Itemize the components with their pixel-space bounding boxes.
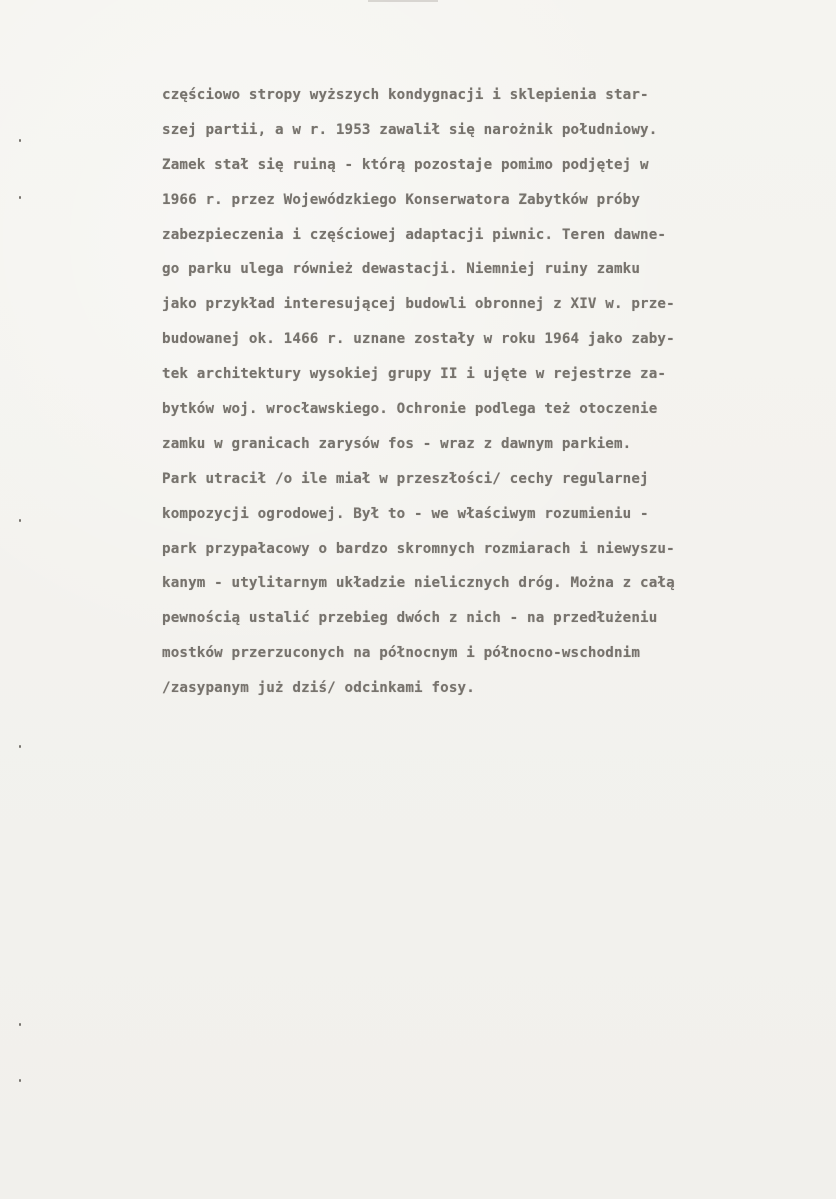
text-line: zamku w granicach zarysów fos - wraz z dawnym parkiem. [162,435,632,452]
typed-text-body [162,78,802,706]
text-line: Zamek stał się ruiną - którą pozostaje pomimo podjętej w [162,156,649,173]
margin-punch-mark [19,1023,21,1026]
text-line: bytków woj. wrocławskiego. Ochronie podlega też otoczenie [162,401,658,418]
text-line: mostków przerzuconych na północnym i północno-wschodnim [162,645,641,662]
text-line: kompozycji ogrodowej. Był to - we właściwym rozumieniu - [162,505,649,522]
text-line: częściowo stropy wyższych kondygnacji i sklepienia star- [162,87,649,103]
margin-punch-mark [19,1079,21,1082]
top-edge-mark [368,0,438,2]
text-line: budowanej ok. 1466 r. uznane zostały w roku 1964 jako zaby- [162,331,675,348]
margin-punch-mark [19,139,21,142]
text-line: Park utracił /o ile miał w przeszłości/ cechy regularnej [162,470,649,487]
text-line: zabezpieczenia i częściowej adaptacji piwnic. Teren dawne- [162,226,667,243]
text-line: park przypałacowy o bardzo skromnych rozmiarach i niewyszu- [162,540,675,557]
margin-punch-mark [19,745,21,748]
text-line: go parku ulega również dewastacji. Niemniej ruiny zamku [162,261,641,278]
text-line: szej partii, a w r. 1953 zawalił się narożnik południowy. [162,121,658,138]
text-line: tek architektury wysokiej grupy II i ujęte w rejestrze za- [162,366,667,383]
margin-punch-mark [19,196,21,199]
text-line: pewnością ustalić przebieg dwóch z nich - na przedłużeniu [162,610,658,627]
text-line: kanym - utylitarnym układzie nielicznych dróg. Można z całą [162,575,675,592]
text-line: /zasypanym już dziś/ odcinkami fosy. [162,680,475,697]
text-line: 1966 r. przez Wojewódzkiego Konserwatora Zabytków próby [162,191,641,208]
text-line: jako przykład interesującej budowli obronnej z XIV w. prze- [162,296,675,313]
margin-punch-mark [19,519,21,522]
